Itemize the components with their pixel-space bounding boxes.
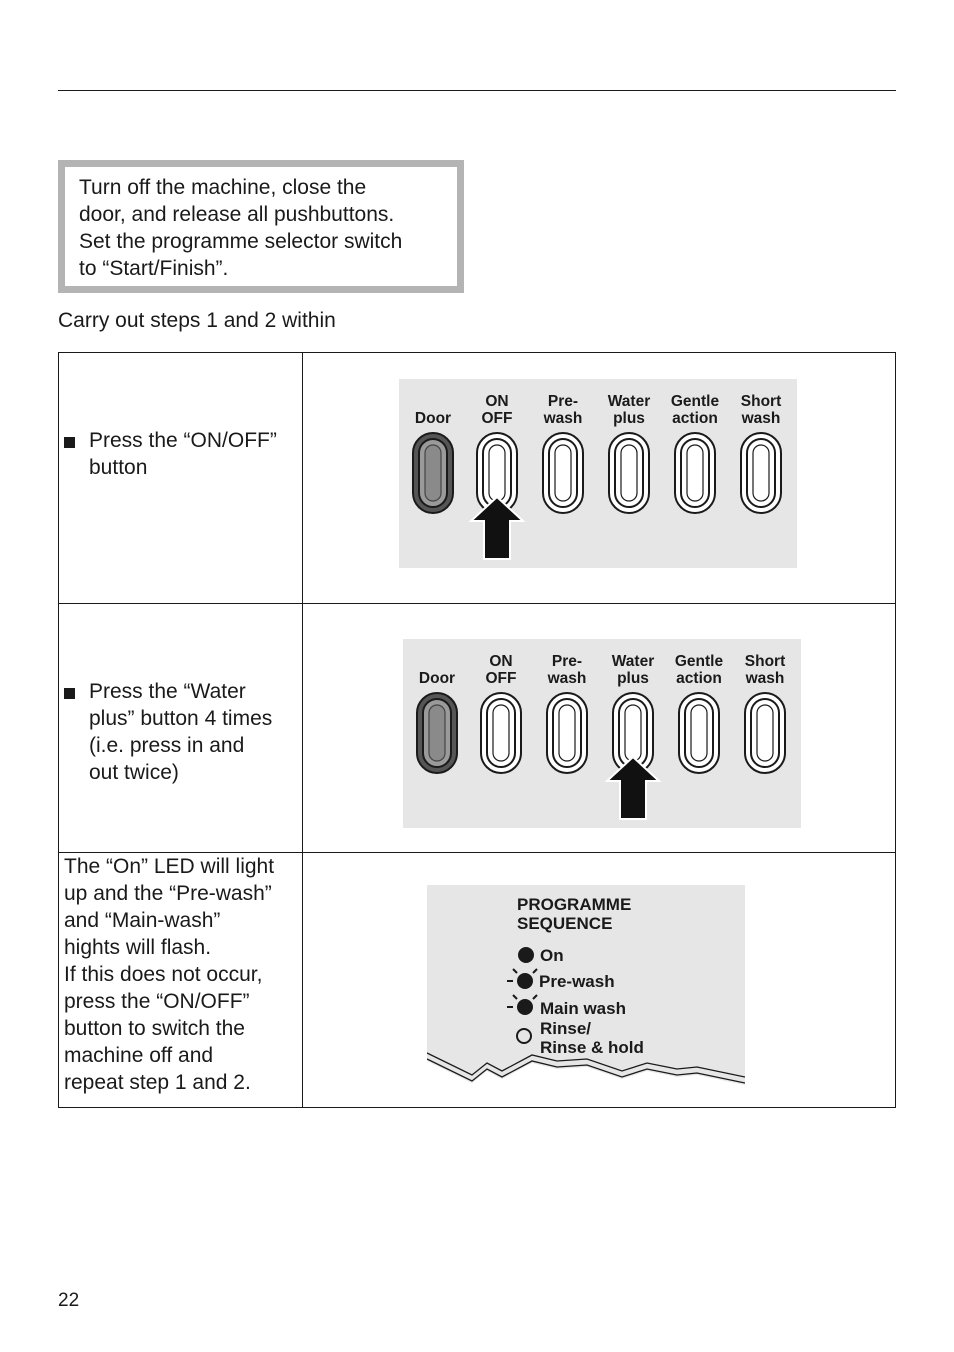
- button-label: plus: [617, 670, 649, 687]
- button-label: Gentle: [674, 653, 724, 670]
- pushbutton-2: [481, 653, 521, 773]
- sequence-title: PROGRAMME: [517, 895, 632, 914]
- button-core: [489, 445, 505, 501]
- result-line: up and the “Pre-wash”: [64, 882, 272, 905]
- result-line: If this does not occur,: [64, 963, 263, 986]
- button-label: wash: [745, 670, 785, 687]
- button-label: wash: [741, 410, 781, 427]
- notice-line: Set the programme selector switch: [79, 230, 403, 253]
- notice-line: to “Start/Finish”.: [79, 257, 229, 280]
- programme-sequence-illustration: [427, 885, 745, 1087]
- button-label: plus: [613, 410, 645, 427]
- bullet-icon: [64, 437, 75, 448]
- led-flashing-icon: [507, 969, 537, 989]
- sequence-title: SEQUENCE: [517, 914, 613, 933]
- result-line: button to switch the: [64, 1017, 245, 1040]
- result-row: [59, 852, 895, 1108]
- button-label: Gentle: [670, 393, 720, 410]
- pushbutton-4: [612, 653, 655, 773]
- button-label: action: [672, 410, 718, 427]
- button-core: [687, 445, 703, 501]
- notice-box: [58, 160, 464, 293]
- button-core: [625, 705, 641, 761]
- button-label: Pre-: [551, 653, 583, 670]
- button-core: [559, 705, 575, 761]
- button-label: action: [676, 670, 722, 687]
- pushbutton-2: [477, 393, 517, 513]
- led-off-icon: [517, 1029, 531, 1043]
- column-divider: [302, 853, 303, 1108]
- result-line: press the “ON/OFF”: [64, 990, 250, 1013]
- step-line: Press the “ON/OFF”: [89, 429, 277, 452]
- notice-line: door, and release all pushbuttons.: [79, 203, 395, 226]
- button-core: [493, 705, 509, 761]
- control-panel-1: [399, 379, 797, 568]
- page-number: 22: [58, 1290, 80, 1311]
- button-label: OFF: [481, 410, 513, 427]
- led-label-prewash: Pre-wash: [539, 972, 615, 991]
- notice-text: [79, 174, 449, 282]
- button-label: ON: [485, 393, 509, 410]
- result-line: hights will flash.: [64, 936, 212, 959]
- button-core: [621, 445, 637, 501]
- pushbutton-3: [543, 393, 583, 513]
- led-label-rinse: Rinse/: [540, 1019, 592, 1038]
- top-rule: [58, 90, 896, 91]
- step-line: out twice): [89, 761, 179, 784]
- led-label-rinse-hold: Rinse & hold: [540, 1038, 644, 1057]
- button-label: Door: [414, 410, 452, 427]
- arrow-up-icon: [471, 497, 523, 559]
- result-line: The “On” LED will light: [64, 855, 275, 878]
- step-line: Press the “Water: [89, 680, 246, 703]
- button-label: ON: [489, 653, 513, 670]
- button-label: OFF: [485, 670, 517, 687]
- step-line: button: [89, 456, 148, 479]
- notice-line: Turn off the machine, close the: [79, 176, 367, 199]
- button-label: Water: [611, 653, 655, 670]
- button-label: Water: [607, 393, 651, 410]
- result-text: [64, 853, 299, 1096]
- result-line: repeat step 1 and 2.: [64, 1071, 251, 1094]
- column-divider: [302, 604, 303, 852]
- pushbutton-5: [675, 653, 724, 773]
- button-core: [429, 705, 445, 761]
- step-2-text: [89, 678, 294, 786]
- button-label: Door: [418, 670, 456, 687]
- button-label: wash: [547, 670, 587, 687]
- programme-sequence-panel: [427, 885, 745, 1087]
- button-core: [425, 445, 441, 501]
- button-core: [555, 445, 571, 501]
- button-label: wash: [543, 410, 583, 427]
- column-divider: [302, 353, 303, 603]
- step-row-2: [59, 603, 895, 852]
- step-line: plus” button 4 times: [89, 707, 273, 730]
- led-label-on: On: [540, 946, 564, 965]
- button-core: [691, 705, 707, 761]
- step-line: (i.e. press in and: [89, 734, 245, 757]
- result-line: and “Main-wash”: [64, 909, 221, 932]
- led-label-mainwash: Main wash: [540, 999, 626, 1018]
- intro-text: Carry out steps 1 and 2 within: [58, 309, 336, 332]
- button-label: Pre-: [547, 393, 579, 410]
- control-panel-illustration: [399, 379, 797, 568]
- control-panel-illustration: [403, 639, 801, 828]
- pushbutton-3: [547, 653, 587, 773]
- pushbutton-6: [745, 653, 786, 773]
- pushbutton-1: [417, 670, 457, 773]
- button-label: Short: [740, 393, 782, 410]
- step-row-1: [59, 353, 895, 603]
- torn-edge: [427, 1053, 745, 1087]
- steps-table: [58, 352, 896, 1108]
- result-line: machine off and: [64, 1044, 214, 1067]
- pushbutton-4: [608, 393, 651, 513]
- button-label: Short: [744, 653, 786, 670]
- pushbutton-6: [741, 393, 782, 513]
- arrow-up-icon: [607, 757, 659, 819]
- button-core: [753, 445, 769, 501]
- led-flashing-icon: [507, 995, 537, 1015]
- control-panel-2: [403, 639, 801, 828]
- button-core: [757, 705, 773, 761]
- bullet-icon: [64, 688, 75, 699]
- pushbutton-1: [413, 410, 453, 513]
- led-on-icon: [518, 947, 534, 963]
- step-1-text: [89, 427, 294, 481]
- pushbutton-5: [671, 393, 720, 513]
